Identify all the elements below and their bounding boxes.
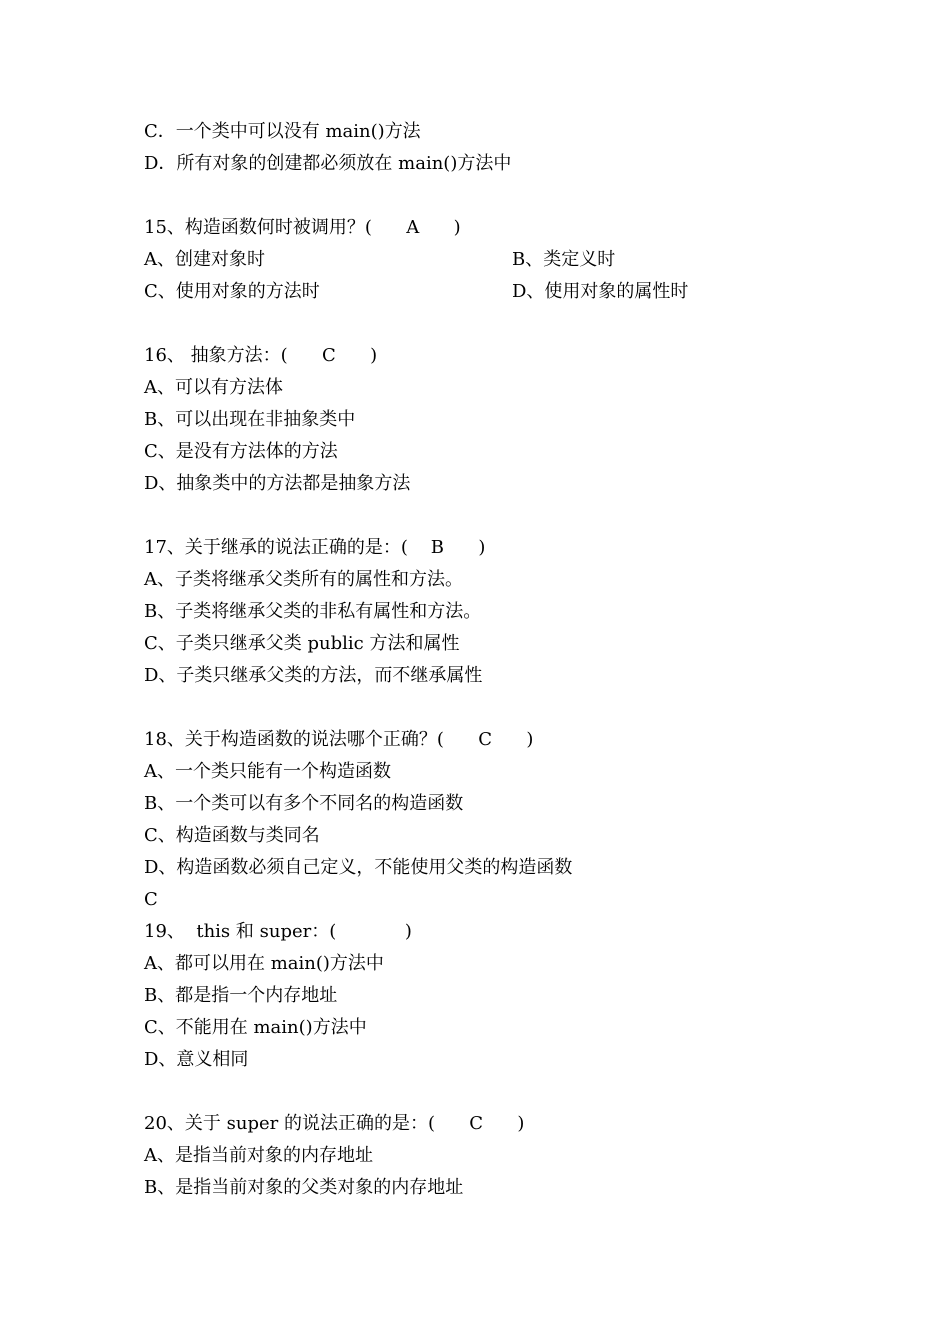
q15-option-b: B、类定义时 xyxy=(512,249,616,270)
q19-answer: C xyxy=(144,889,158,910)
q19-question: 19、 this 和 super：( ) xyxy=(144,921,412,942)
q16-option-c: C、是没有方法体的方法 xyxy=(144,441,338,462)
q20-option-b: B、是指当前对象的父类对象的内存地址 xyxy=(144,1177,464,1198)
q14-option-c: C．一个类中可以没有 main()方法 xyxy=(144,121,421,142)
q16-option-b: B、可以出现在非抽象类中 xyxy=(144,409,356,430)
q17-option-c: C、子类只继承父类 public 方法和属性 xyxy=(144,633,460,654)
q19-option-b: B、都是指一个内存地址 xyxy=(144,985,338,1006)
q16-question: 16、 抽象方法：( C ) xyxy=(144,345,378,366)
q17-option-a: A、子类将继承父类所有的属性和方法。 xyxy=(144,569,463,590)
q19-option-c: C、不能用在 main()方法中 xyxy=(144,1017,367,1038)
q14-option-d: D．所有对象的创建都必须放在 main()方法中 xyxy=(144,153,512,174)
q17-question: 17、关于继承的说法正确的是：( B ) xyxy=(144,537,486,558)
q18-option-a: A、一个类只能有一个构造函数 xyxy=(144,761,391,782)
q16-option-d: D、抽象类中的方法都是抽象方法 xyxy=(144,473,411,494)
q15-option-a: A、创建对象时 xyxy=(144,249,265,270)
q19-option-a: A、都可以用在 main()方法中 xyxy=(144,953,384,974)
q17-option-b: B、子类将继承父类的非私有属性和方法。 xyxy=(144,601,482,622)
q19-option-d: D、意义相同 xyxy=(144,1049,249,1070)
q18-option-d: D、构造函数必须自己定义，不能使用父类的构造函数 xyxy=(144,857,573,878)
q17-option-d: D、子类只继承父类的方法，而不继承属性 xyxy=(144,665,483,686)
q15-option-d: D、使用对象的属性时 xyxy=(512,281,689,302)
q20-question: 20、关于 super 的说法正确的是：( C ) xyxy=(144,1113,525,1134)
q15-option-c: C、使用对象的方法时 xyxy=(144,281,320,302)
q18-question: 18、关于构造函数的说法哪个正确？( C ) xyxy=(144,729,534,750)
q18-option-c: C、构造函数与类同名 xyxy=(144,825,320,846)
q16-option-a: A、可以有方法体 xyxy=(144,377,283,398)
q18-option-b: B、一个类可以有多个不同名的构造函数 xyxy=(144,793,464,814)
q15-question: 15、构造函数何时被调用？( A ) xyxy=(144,217,461,238)
q20-option-a: A、是指当前对象的内存地址 xyxy=(144,1145,373,1166)
